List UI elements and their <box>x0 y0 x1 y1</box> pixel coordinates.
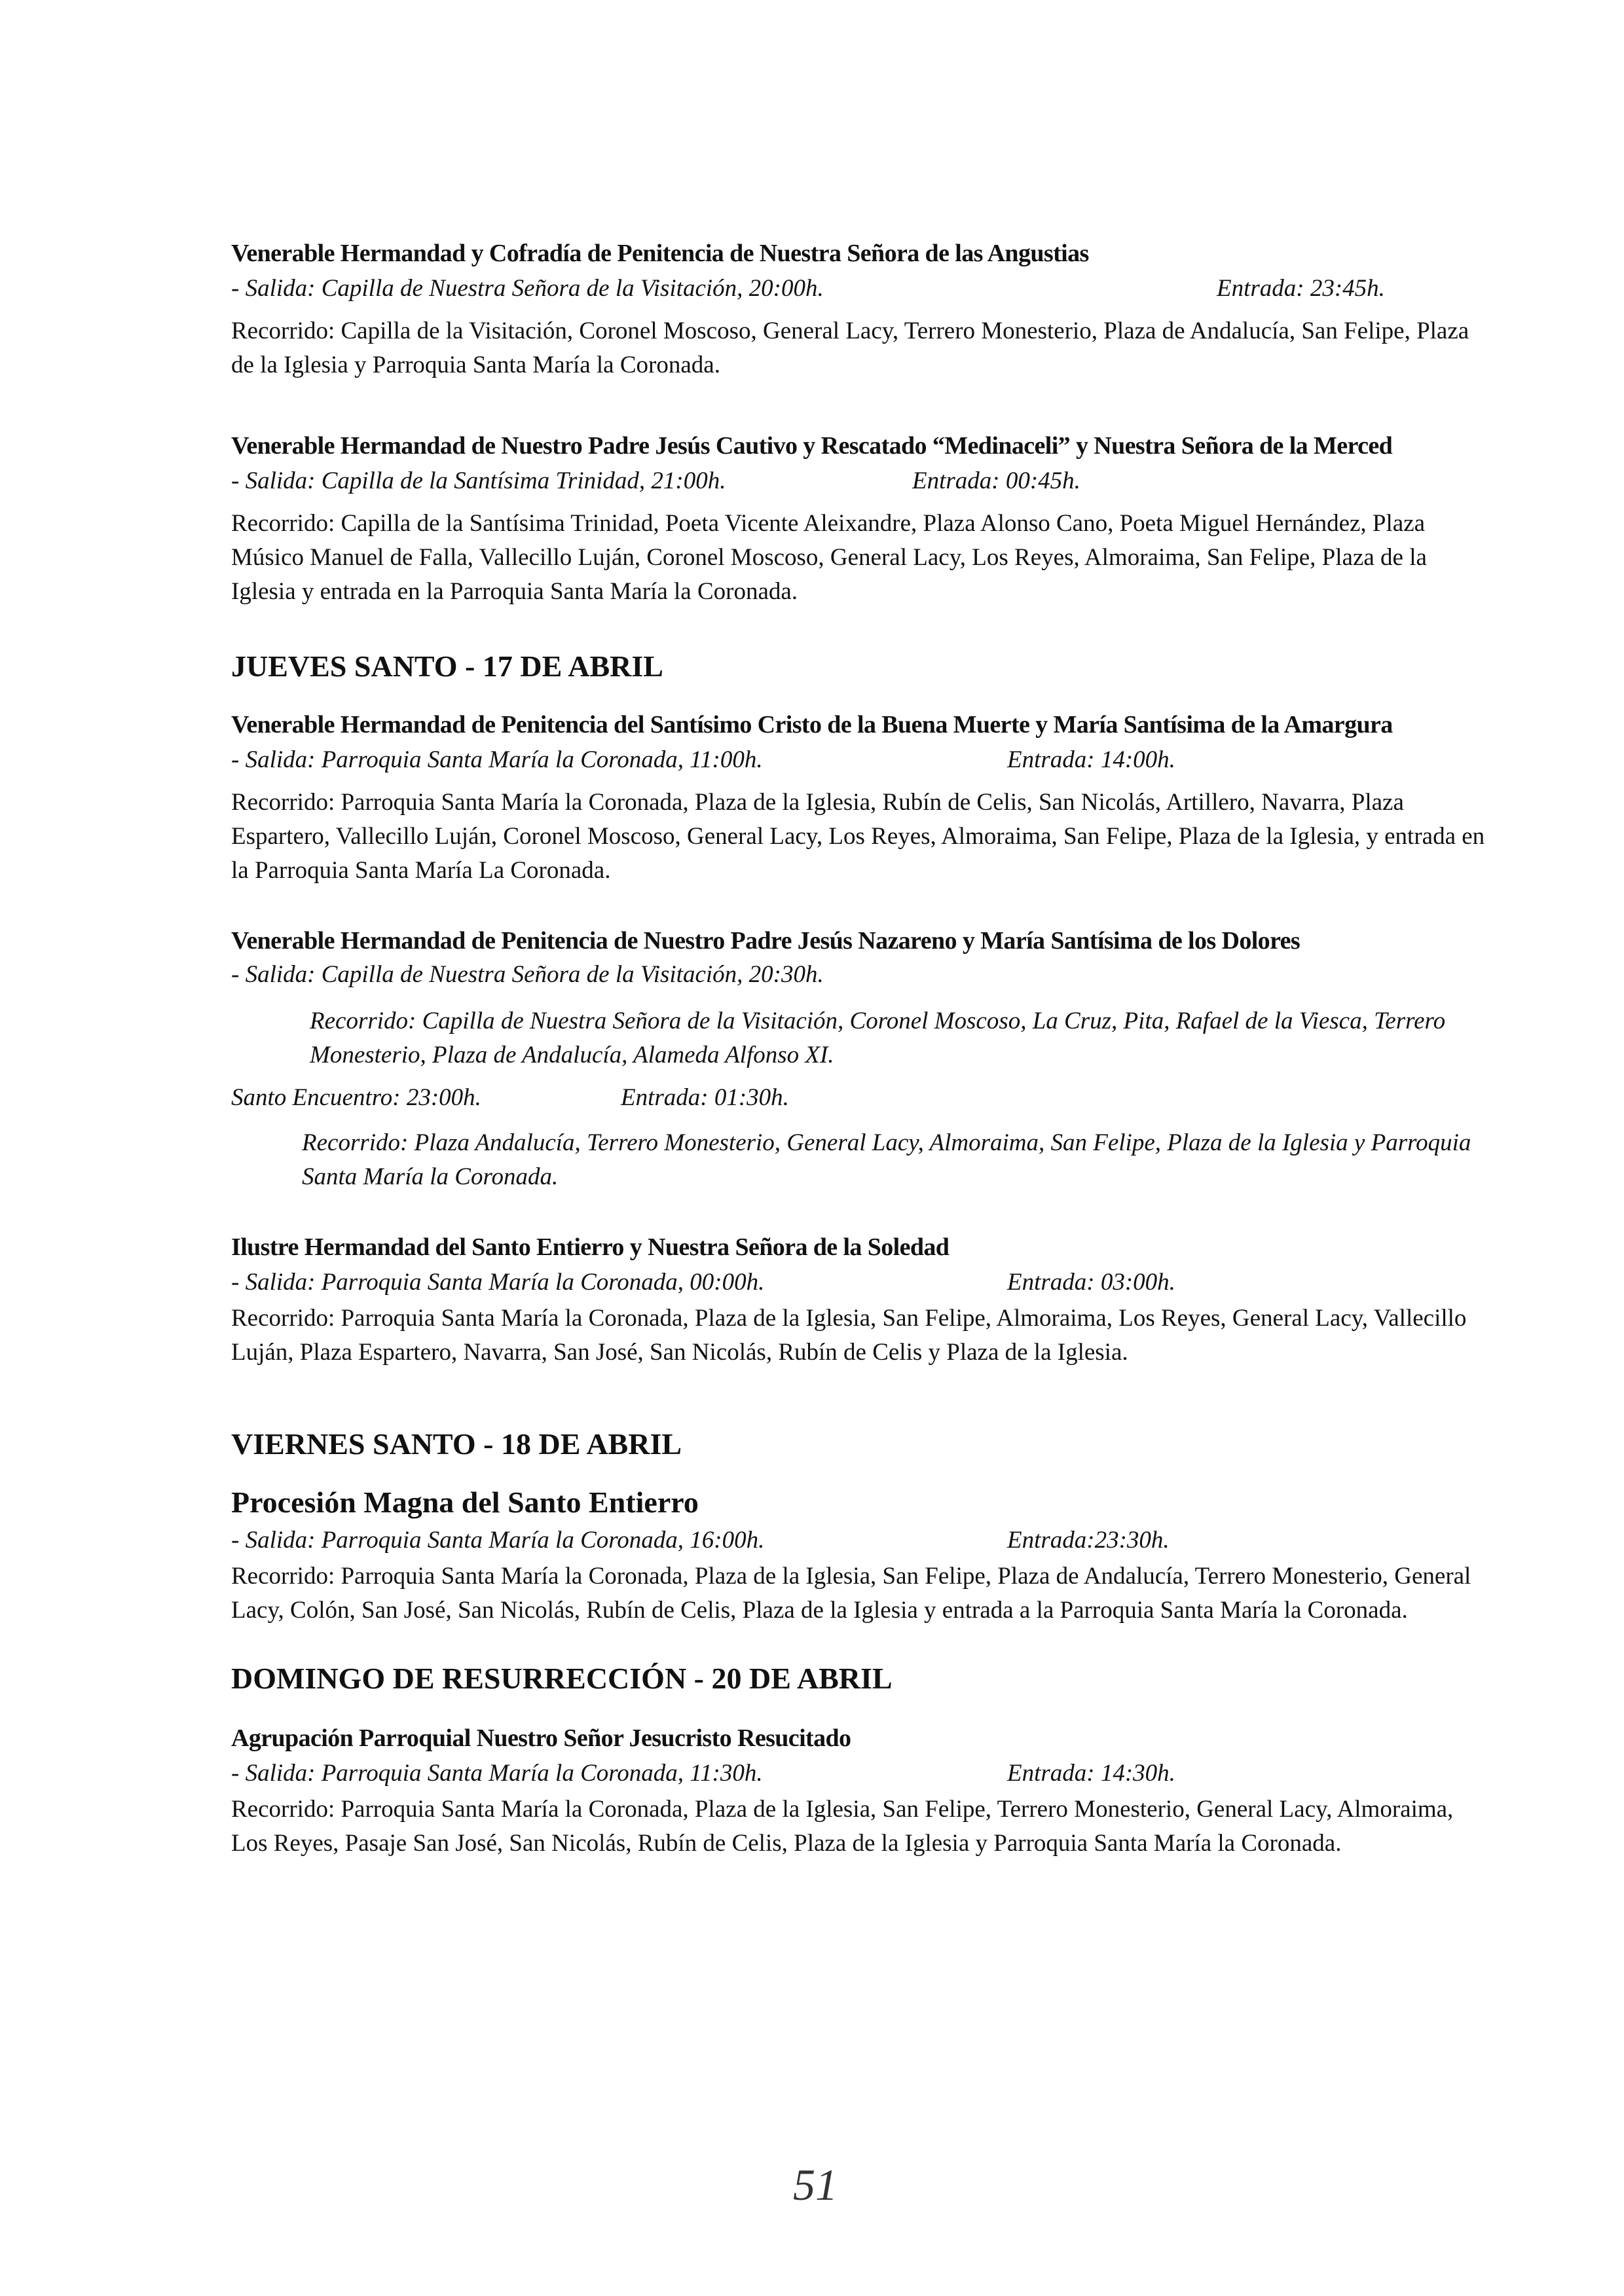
salida-text: - Salida: Capilla de Nuestra Señora de la Visitación, 20:00h. <box>231 275 824 302</box>
salida-text: - Salida: Capilla de Nuestra Señora de la Visitación, 20:30h. <box>231 961 824 988</box>
route-text: Recorrido: Capilla de la Santísima Trinidad, Poeta Vicente Aleixandre, Plaza Alonso Cano, Poeta Miguel Hernández, Plaza Músico Manuel de Falla, Vallecillo Luján, Coronel Moscoso, General Lacy, Los Reyes, Almoraima, San Felipe, Plaza de la Iglesia y entrada en la Parroquia Santa María la Coronada. <box>231 510 1427 605</box>
entry-schedule <box>231 271 1495 306</box>
entry-medinaceli <box>231 429 1495 609</box>
salida-text: - Salida: Capilla de la Santísima Trinidad, 21:00h. <box>231 467 726 494</box>
entry-angustias <box>231 237 1495 382</box>
entry-title: Venerable Hermandad de Penitencia del Santísimo Cristo de la Buena Muerte y María Santísima de la Amargura <box>231 711 1393 738</box>
entry-schedule <box>231 1265 1495 1300</box>
entry-schedule <box>231 1756 1495 1791</box>
encuentro-schedule <box>231 1080 1495 1116</box>
entrada-text: Entrada: 03:00h. <box>1007 1269 1175 1296</box>
route-text: Recorrido: Parroquia Santa María la Coronada, Plaza de la Iglesia, Rubín de Celis, San Nicolás, Artillero, Navarra, Plaza Espartero, Vallecillo Luján, Coronel Moscoso, General Lacy, Los Reyes, Almoraima, San Felipe, Plaza de la Iglesia, y entrada en la Parroquia Santa María La Coronada. <box>231 789 1485 884</box>
entry-title: Procesión Magna del Santo Entierro <box>231 1485 699 1519</box>
route-text: Recorrido: Capilla de la Visitación, Coronel Moscoso, General Lacy, Terrero Monesterio, Plaza de Andalucía, San Felipe, Plaza de la Iglesia y Parroquia Santa María la Coronada. <box>231 318 1469 378</box>
entry-buena-muerte <box>231 708 1495 888</box>
entry-title: Venerable Hermandad y Cofradía de Penitencia de Nuestra Señora de las Angustias <box>231 240 1089 267</box>
entry-schedule <box>231 742 1495 778</box>
entry-resucitado <box>231 1722 1495 1861</box>
entry-schedule <box>231 1523 1495 1558</box>
entrada-text: Entrada: 14:30h. <box>1007 1760 1175 1787</box>
route-text-1: Recorrido: Capilla de Nuestra Señora de la Visitación, Coronel Moscoso, La Cruz, Pita, Rafael de la Viesca, Terrero Monesterio, Plaza de Andalucía, Alameda Alfonso XI. <box>310 1008 1446 1068</box>
day-heading-jueves: JUEVES SANTO - 17 DE ABRIL <box>231 649 663 683</box>
entrada-text: Entrada: 00:45h. <box>912 467 1080 494</box>
salida-text: - Salida: Parroquia Santa María la Coronada, 00:00h. <box>231 1269 765 1296</box>
route-text: Recorrido: Parroquia Santa María la Coronada, Plaza de la Iglesia, San Felipe, Almoraima, Los Reyes, General Lacy, Vallecillo Luján, Plaza Espartero, Navarra, San José, San Nicolás, Rubín de Celis y Plaza de la Iglesia. <box>231 1305 1467 1366</box>
entrada-text: Entrada: 14:00h. <box>1007 746 1175 773</box>
entry-schedule <box>231 464 1495 499</box>
entry-title: Venerable Hermandad de Nuestro Padre Jesús Cautivo y Rescatado “Medinaceli” y Nuestra Señora de la Merced <box>231 432 1393 460</box>
page-number: 51 <box>793 2160 838 2210</box>
encuentro-text: Santo Encuentro: 23:00h. <box>231 1084 481 1111</box>
entry-santo-entierro <box>231 1231 1495 1370</box>
entry-procesion-magna <box>231 1482 1495 1628</box>
salida-text: - Salida: Parroquia Santa María la Coronada, 11:30h. <box>231 1760 763 1787</box>
entry-nazareno <box>231 924 1495 1194</box>
entrada-text: Entrada:23:30h. <box>1007 1527 1170 1554</box>
entry-title: Agrupación Parroquial Nuestro Señor Jesucristo Resucitado <box>231 1724 851 1752</box>
salida-text: - Salida: Parroquia Santa María la Coronada, 11:00h. <box>231 746 763 773</box>
entry-title: Venerable Hermandad de Penitencia de Nuestro Padre Jesús Nazareno y María Santísima de los Dolores <box>231 927 1301 955</box>
route-text: Recorrido: Parroquia Santa María la Coronada, Plaza de la Iglesia, San Felipe, Plaza de Andalucía, Terrero Monesterio, General Lacy, Colón, San José, San Nicolás, Rubín de Celis, Plaza de la Iglesia y entrada a la Parroquia Santa María la Coronada. <box>231 1563 1471 1624</box>
entrada-text: Entrada: 01:30h. <box>621 1084 789 1111</box>
page-content <box>231 237 1495 1861</box>
day-heading-viernes: VIERNES SANTO - 18 DE ABRIL <box>231 1427 682 1461</box>
route-text-2: Recorrido: Plaza Andalucía, Terrero Monesterio, General Lacy, Almoraima, San Felipe, Plaza de la Iglesia y Parroquia Santa María la Coronada. <box>302 1129 1471 1190</box>
route-text: Recorrido: Parroquia Santa María la Coronada, Plaza de la Iglesia, San Felipe, Terrero Monesterio, General Lacy, Almoraima, Los Reyes, Pasaje San José, San Nicolás, Rubín de Celis, Plaza de la Iglesia y Parroquia Santa María la Coronada. <box>231 1796 1454 1857</box>
day-heading-domingo: DOMINGO DE RESURRECCIÓN - 20 DE ABRIL <box>231 1662 893 1695</box>
entrada-text: Entrada: 23:45h. <box>1217 275 1385 302</box>
entry-title: Ilustre Hermandad del Santo Entierro y Nuestra Señora de la Soledad <box>231 1233 950 1261</box>
salida-text: - Salida: Parroquia Santa María la Coronada, 16:00h. <box>231 1527 765 1554</box>
